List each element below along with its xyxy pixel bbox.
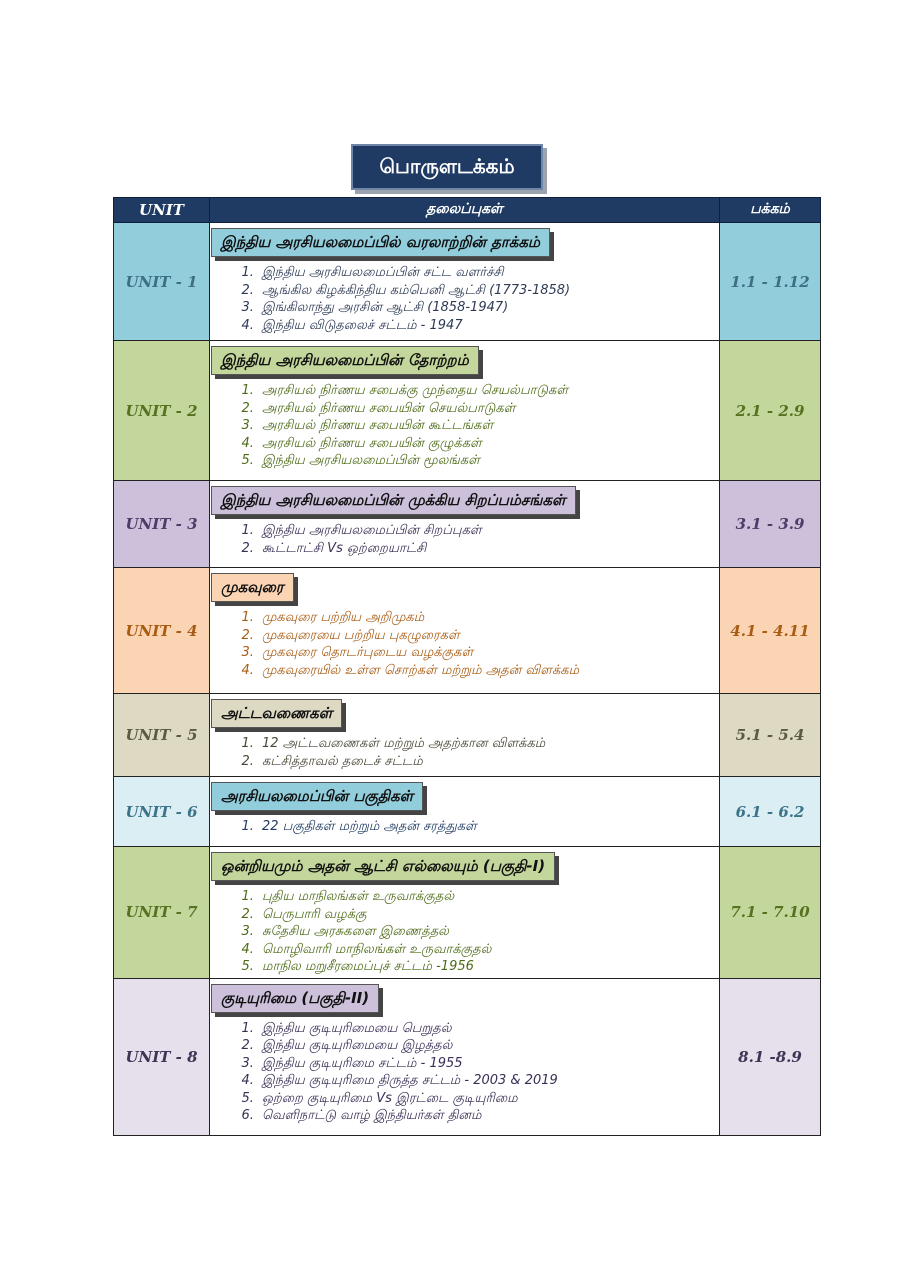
list-item: 4. இந்திய விடுதலைச் சட்டம் - 1947 [258,317,719,335]
unit-heading: முகவுரை [211,573,294,602]
list-item: 5. ஒற்றை குடியுரிமை Vs இரட்டை குடியுரிமை [258,1090,719,1108]
unit-column-header: UNIT [114,198,210,223]
list-item: 4. முகவுரையில் உள்ள சொற்கள் மற்றும் அதன் விளக்கம் [258,662,719,680]
table-row [114,978,821,1135]
page-range: 1.1 - 1.12 [720,223,821,341]
topic-list [236,818,719,836]
table-row [114,568,821,694]
unit-label: UNIT - 8 [114,978,210,1135]
list-item: 4. இந்திய குடியுரிமை திருத்த சட்டம் - 2003 & 2019 [258,1072,719,1090]
topic-cell [210,847,720,979]
table-row [114,694,821,777]
topic-list [236,609,719,679]
list-item: 1. 12 அட்டவணைகள் மற்றும் அதற்கான விளக்கம் [258,735,719,753]
list-item: 3. அரசியல் நிர்ணய சபையின் கூட்டங்கள் [258,417,719,435]
page-range: 3.1 - 3.9 [720,481,821,568]
unit-heading: அட்டவணைகள் [211,699,342,728]
list-item: 2. கூட்டாட்சி Vs ஒற்றையாட்சி [258,540,719,558]
list-item: 1. இந்திய அரசியலமைப்பின் சிறப்புகள் [258,522,719,540]
unit-label: UNIT - 5 [114,694,210,777]
list-item: 4. அரசியல் நிர்ணய சபையின் குழுக்கள் [258,435,719,453]
topic-list [236,522,719,557]
topic-list [236,264,719,334]
unit-heading: ஒன்றியமும் அதன் ஆட்சி எல்லையும் (பகுதி-I) [211,852,555,881]
list-item: 2. கட்சித்தாவல் தடைச் சட்டம் [258,753,719,771]
table-row [114,223,821,341]
list-item: 2. முகவுரையை பற்றிய புகழுரைகள் [258,627,719,645]
table-row [114,847,821,979]
list-item: 2. அரசியல் நிர்ணய சபையின் செயல்பாடுகள் [258,400,719,418]
list-item: 1. புதிய மாநிலங்கள் உருவாக்குதல் [258,888,719,906]
page-range: 4.1 - 4.11 [720,568,821,694]
topic-list [236,888,719,976]
unit-heading: இந்திய அரசியலமைப்பின் தோற்றம் [211,346,479,375]
unit-heading: அரசியலமைப்பின் பகுதிகள் [211,782,423,811]
list-item: 5. இந்திய அரசியலமைப்பின் மூலங்கள் [258,452,719,470]
page-range: 2.1 - 2.9 [720,341,821,481]
unit-label: UNIT - 2 [114,341,210,481]
page-range: 7.1 - 7.10 [720,847,821,979]
contents-table [113,197,821,1136]
list-item: 5. மாநில மறுசீரமைப்புச் சட்டம் -1956 [258,958,719,976]
page-range: 6.1 - 6.2 [720,777,821,847]
topic-list [236,1020,719,1125]
list-item: 4. மொழிவாரி மாநிலங்கள் உருவாக்குதல் [258,941,719,959]
page-range: 5.1 - 5.4 [720,694,821,777]
list-item: 3. சுதேசிய அரசுகளை இணைத்தல் [258,923,719,941]
unit-heading: குடியுரிமை (பகுதி-II) [211,984,379,1013]
list-item: 1. இந்திய குடியுரிமையை பெறுதல் [258,1020,719,1038]
unit-label: UNIT - 3 [114,481,210,568]
unit-label: UNIT - 1 [114,223,210,341]
unit-label: UNIT - 6 [114,777,210,847]
list-item: 3. முகவுரை தொடர்புடைய வழக்குகள் [258,644,719,662]
unit-label: UNIT - 4 [114,568,210,694]
topic-list [236,735,719,770]
contents-title: பொருளடக்கம் [351,144,543,190]
list-item: 1. 22 பகுதிகள் மற்றும் அதன் சரத்துகள் [258,818,719,836]
topic-cell [210,481,720,568]
list-item: 1. அரசியல் நிர்ணய சபைக்கு முந்தைய செயல்பாடுகள் [258,382,719,400]
table-header-row [114,198,821,223]
page-column-header: பக்கம் [720,198,821,223]
table-row [114,341,821,481]
topics-column-header: தலைப்புகள் [210,198,720,223]
list-item: 3. இந்திய குடியுரிமை சட்டம் - 1955 [258,1055,719,1073]
topic-cell [210,568,720,694]
table-row [114,777,821,847]
unit-label: UNIT - 7 [114,847,210,979]
table-row [114,481,821,568]
topic-cell [210,223,720,341]
topic-cell [210,694,720,777]
list-item: 2. ஆங்கில கிழக்கிந்திய கம்பெனி ஆட்சி (1773-1858) [258,282,719,300]
list-item: 6. வெளிநாட்டு வாழ் இந்தியர்கள் தினம் [258,1107,719,1125]
page-range: 8.1 -8.9 [720,978,821,1135]
list-item: 2. இந்திய குடியுரிமையை இழத்தல் [258,1037,719,1055]
list-item: 3. இங்கிலாந்து அரசின் ஆட்சி (1858-1947) [258,299,719,317]
unit-heading: இந்திய அரசியலமைப்பில் வரலாற்றின் தாக்கம் [211,228,550,257]
unit-heading: இந்திய அரசியலமைப்பின் முக்கிய சிறப்பம்சங்கள் [211,486,576,515]
list-item: 1. முகவுரை பற்றிய அறிமுகம் [258,609,719,627]
topic-list [236,382,719,470]
list-item: 1. இந்திய அரசியலமைப்பின் சட்ட வளர்ச்சி [258,264,719,282]
topic-cell [210,341,720,481]
topic-cell [210,978,720,1135]
topic-cell [210,777,720,847]
list-item: 2. பெருபாரி வழக்கு [258,906,719,924]
